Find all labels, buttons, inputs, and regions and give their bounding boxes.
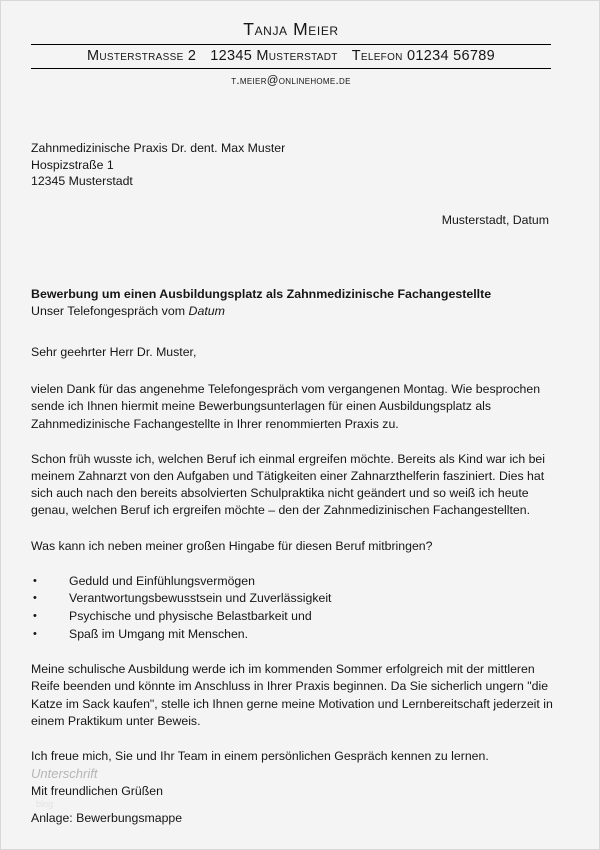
letterhead	[31, 19, 551, 87]
sender-phone: Telefon 01234 56789	[351, 47, 495, 64]
subject-sub-prefix: Unser Telefongespräch vom	[31, 304, 189, 318]
sender-contact-line	[31, 45, 551, 68]
body-paragraph-3: Was kann ich neben meiner großen Hingabe für diesen Beruf mitbringen?	[31, 538, 433, 553]
recipient-line-1: Zahnmedizinische Praxis Dr. dent. Max Muster	[31, 141, 286, 155]
place-date-line: Musterstadt, Datum	[441, 213, 549, 227]
sender-email: t.meier@onlinehome.de	[231, 74, 351, 87]
subject-block	[31, 286, 551, 320]
subject-subline	[31, 303, 551, 320]
list-item: • Spaß im Umgang mit Menschen.	[31, 626, 553, 644]
recipient-line-3: 12345 Musterstadt	[31, 174, 133, 188]
subject-sub-italic: Datum	[188, 304, 225, 318]
sender-city: 12345 Musterstadt	[210, 47, 338, 64]
signature-placeholder: Unterschrift	[31, 766, 98, 781]
qualities-list	[31, 573, 553, 643]
body-paragraph-2: Schon früh wusste ich, welchen Beruf ich einmal ergreifen möchte. Bereits als Kind war ich bei meinem Zahnarzt von den Aufgaben und Tätigkeiten einer Zahnarzthelferin fasziniert. Dies hat sich auch nach den bereits absolvierten Schulpraktika nicht geändert und so weiß ich heute genau, welchen Beruf ich ergreifen möchte – den der Zahnmedizinischen Fachangestellten.	[31, 451, 545, 518]
salutation: Sehr geehrter Herr Dr. Muster,	[31, 345, 197, 359]
body-paragraph-5: Ich freue mich, Sie und Ihr Team in einem persönlichen Gespräch kennen zu lernen.	[31, 749, 489, 764]
letter-body	[31, 344, 553, 800]
list-item: • Verantwortungsbewusstsein und Zuverlässigkeit	[31, 590, 553, 608]
sender-name: Tanja Meier	[243, 19, 339, 39]
sender-street: Musterstrasse 2	[87, 47, 197, 64]
list-item: • Geduld und Einfühlungsvermögen	[31, 573, 553, 591]
watermark-text: blog	[36, 799, 54, 809]
closing-greeting: Mit freundlichen Grüßen	[31, 784, 163, 799]
recipient-address-block	[31, 140, 285, 190]
enclosure-line: Anlage: Bewerbungsmappe	[31, 811, 183, 825]
body-paragraph-1: vielen Dank für das angenehme Telefongespräch vom vergangenen Montag. Wie besprochen sende ich Ihnen hiermit meine Bewerbungsunterlagen für einen Ausbildungsplatz als Zahnmedizinische Fachangestellte in Ihrer renommierten Praxis zu.	[31, 382, 541, 431]
list-item: • Psychische und physische Belastbarkeit und	[31, 608, 553, 626]
subject-main: Bewerbung um einen Ausbildungsplatz als Zahnmedizinische Fachangestellte	[31, 287, 492, 301]
recipient-line-2: Hospizstraße 1	[31, 157, 114, 172]
body-paragraph-4: Meine schulische Ausbildung werde ich im kommenden Sommer erfolgreich mit der mittleren Reife beenden und könnte im Anschluss in Ihrer Praxis beginnen. Da Sie sicherlich ungern "die Katze im Sack kaufen", stelle ich Ihnen gerne meine Motivation und Lernbereitschaft jederzeit in einem Praktikum unter Beweis.	[31, 662, 553, 728]
